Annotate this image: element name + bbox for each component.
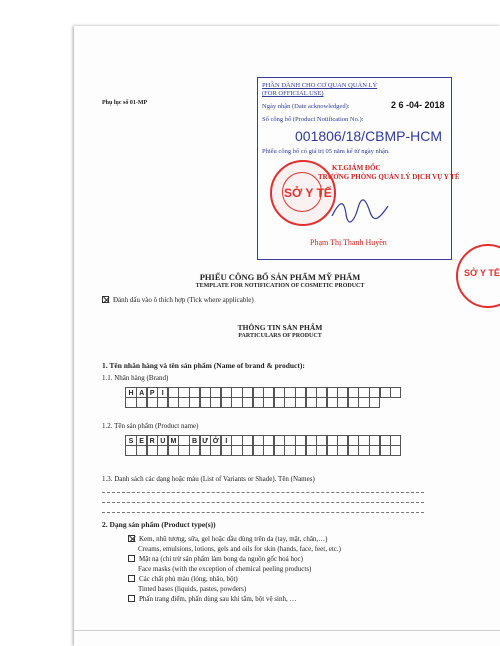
pp-director: KT.GIÁM ĐỐC bbox=[332, 164, 381, 172]
date-acknowledged-value: 2 6 -04- 2018 bbox=[391, 100, 445, 110]
product-name-cell[interactable] bbox=[263, 445, 274, 456]
product-name-row bbox=[126, 445, 401, 456]
product-name-cell[interactable] bbox=[147, 445, 158, 456]
product-name-cell[interactable] bbox=[327, 445, 338, 456]
brand-cell[interactable] bbox=[136, 397, 147, 408]
product-name-row bbox=[126, 435, 401, 446]
brand-cell[interactable] bbox=[390, 387, 401, 398]
product-name-cell[interactable]: E bbox=[136, 435, 147, 446]
brand-cell[interactable] bbox=[221, 397, 232, 408]
product-type-checkbox[interactable] bbox=[128, 595, 135, 602]
brand-cell[interactable] bbox=[253, 387, 264, 398]
product-type-checkbox[interactable] bbox=[128, 575, 135, 582]
form-title-vi: PHIẾU CÔNG BỐ SẢN PHẨM MỸ PHẨM bbox=[199, 272, 361, 282]
tick-note bbox=[102, 296, 254, 304]
product-type-label-en: Face masks (with the exception of chemical peeling products) bbox=[138, 565, 312, 573]
brand-cell[interactable] bbox=[125, 397, 136, 408]
brand-cell[interactable] bbox=[200, 397, 211, 408]
product-name-cell[interactable] bbox=[380, 435, 391, 446]
product-name-cell[interactable]: S bbox=[125, 435, 136, 446]
product-name-cell[interactable] bbox=[390, 445, 401, 456]
brand-cell[interactable] bbox=[242, 397, 253, 408]
product-name-cell[interactable]: Ư bbox=[200, 435, 211, 446]
brand-cell[interactable] bbox=[210, 397, 221, 408]
brand-cell[interactable] bbox=[168, 397, 179, 408]
brand-cell[interactable] bbox=[178, 387, 189, 398]
product-name-cell[interactable]: Ở bbox=[210, 435, 221, 446]
product-name-cell[interactable] bbox=[242, 445, 253, 456]
product-name-cell[interactable] bbox=[178, 435, 189, 446]
brand-cell[interactable] bbox=[284, 387, 295, 398]
product-name-cell[interactable] bbox=[316, 435, 327, 446]
product-name-cell[interactable] bbox=[327, 435, 338, 446]
product-type-label-vi: Mặt nạ (chỉ trừ sản phẩm làm bong da nguồn gốc hoá học) bbox=[139, 555, 303, 563]
product-name-cell[interactable] bbox=[157, 445, 168, 456]
product-name-cell[interactable] bbox=[369, 445, 380, 456]
brand-cell[interactable]: H bbox=[125, 387, 136, 398]
product-type-option[interactable] bbox=[128, 535, 328, 543]
q1-heading: 1. Tên nhãn hàng và tên sản phẩm (Name of brand & product): bbox=[102, 361, 305, 370]
brand-cell[interactable] bbox=[306, 397, 317, 408]
product-type-label-vi: Phấn trang điểm, phấn dùng sau khi tắm, bột vệ sinh, … bbox=[139, 595, 297, 603]
tick-example-checkbox bbox=[102, 296, 109, 303]
product-name-cell[interactable] bbox=[231, 435, 242, 446]
brand-cell[interactable] bbox=[358, 387, 369, 398]
brand-cell[interactable] bbox=[316, 397, 327, 408]
product-name-cell[interactable]: B bbox=[189, 435, 200, 446]
brand-cell[interactable] bbox=[306, 387, 317, 398]
product-name-cell[interactable] bbox=[125, 445, 136, 456]
signature-mark bbox=[330, 196, 390, 224]
product-name-cell[interactable] bbox=[348, 435, 359, 446]
brand-cell[interactable] bbox=[295, 387, 306, 398]
official-seal bbox=[270, 160, 336, 226]
brand-cell[interactable] bbox=[369, 387, 380, 398]
product-type-label-vi: Kem, nhũ tương, sữa, gel hoặc dầu dùng trên da (tay, mặt, chân,…) bbox=[139, 535, 328, 543]
official-subtitle: (FOR OFFICIAL USE) bbox=[262, 90, 324, 97]
product-type-option[interactable] bbox=[128, 555, 303, 563]
brand-cell[interactable] bbox=[178, 397, 189, 408]
product-name-cell[interactable] bbox=[231, 445, 242, 456]
brand-cell[interactable] bbox=[337, 387, 348, 398]
brand-cell[interactable] bbox=[221, 387, 232, 398]
product-type-label-vi: Các chất phủ màu (lỏng, nhão, bột) bbox=[139, 575, 238, 583]
validity-note: Phiếu công bố có giá trị 05 năm kể từ ngày nhận. bbox=[262, 148, 390, 155]
product-name-cell[interactable] bbox=[337, 435, 348, 446]
brand-cell[interactable] bbox=[348, 397, 359, 408]
product-name-cell[interactable] bbox=[369, 435, 380, 446]
product-name-cell[interactable] bbox=[306, 445, 317, 456]
brand-row bbox=[126, 387, 401, 398]
product-name-cell[interactable]: R bbox=[147, 435, 158, 446]
product-name-cell[interactable] bbox=[358, 445, 369, 456]
brand-cell[interactable] bbox=[168, 387, 179, 398]
variants-line[interactable] bbox=[102, 502, 424, 503]
brand-cell[interactable] bbox=[231, 397, 242, 408]
brand-cell[interactable] bbox=[284, 397, 295, 408]
brand-cell[interactable] bbox=[210, 387, 221, 398]
department-name: TRƯỞNG PHÒNG QUẢN LÝ DỊCH VỤ Y TẾ bbox=[318, 173, 460, 181]
product-name-cell[interactable] bbox=[263, 435, 274, 446]
product-name-cell[interactable] bbox=[274, 445, 285, 456]
brand-row bbox=[126, 397, 380, 408]
notification-number-label: Số công bố (Product Notification No.): bbox=[262, 116, 364, 123]
product-name-cell[interactable]: U bbox=[157, 435, 168, 446]
brand-label: 1.1. Nhãn hàng (Brand) bbox=[102, 374, 169, 382]
product-type-label-en: Tinted bases (liquids, pastes, powders) bbox=[138, 585, 247, 593]
brand-cell[interactable] bbox=[200, 387, 211, 398]
brand-cell[interactable] bbox=[369, 397, 380, 408]
product-name-cell[interactable] bbox=[178, 445, 189, 456]
brand-cell[interactable] bbox=[263, 397, 274, 408]
section-title-en: PARTICULARS OF PRODUCT bbox=[238, 333, 322, 339]
product-type-label-en: Creams, emulsions, lotions, gels and oils for skin (hands, face, feet, etc.) bbox=[138, 545, 341, 553]
brand-cell[interactable] bbox=[316, 387, 327, 398]
signer-name: Phạm Thị Thanh Huyền bbox=[310, 238, 387, 247]
brand-cell[interactable] bbox=[295, 397, 306, 408]
product-name-cell[interactable] bbox=[358, 435, 369, 446]
side-seal-text: SỞ Y TẾ bbox=[464, 268, 500, 278]
product-type-checkbox[interactable] bbox=[128, 555, 135, 562]
brand-cell[interactable] bbox=[189, 387, 200, 398]
brand-cell[interactable] bbox=[327, 397, 338, 408]
product-type-checkbox[interactable] bbox=[128, 535, 135, 542]
product-name-cell[interactable] bbox=[253, 445, 264, 456]
product-type-option[interactable] bbox=[128, 595, 296, 603]
brand-cell[interactable] bbox=[263, 387, 274, 398]
brand-cell[interactable] bbox=[380, 387, 391, 398]
brand-cell[interactable] bbox=[231, 387, 242, 398]
brand-cell[interactable] bbox=[327, 387, 338, 398]
product-name-cell[interactable] bbox=[295, 445, 306, 456]
brand-cell[interactable] bbox=[337, 397, 348, 408]
brand-cell[interactable] bbox=[274, 397, 285, 408]
product-name-cell[interactable] bbox=[253, 435, 264, 446]
brand-cell[interactable]: I bbox=[157, 387, 168, 398]
product-name-cell[interactable]: M bbox=[168, 435, 179, 446]
brand-cell[interactable] bbox=[147, 397, 158, 408]
product-name-cell[interactable] bbox=[200, 445, 211, 456]
appendix-label: Phụ lục số 01-MP bbox=[102, 100, 148, 106]
product-name-cell[interactable] bbox=[316, 445, 327, 456]
product-name-cell[interactable] bbox=[242, 435, 253, 446]
seal-text: SỞ Y TẾ bbox=[284, 186, 332, 200]
product-type-option[interactable] bbox=[128, 575, 238, 583]
variants-label: 1.3. Danh sách các dạng hoặc màu (List of Variants or Shade). Tên (Names) bbox=[102, 475, 315, 483]
brand-cell[interactable]: P bbox=[147, 387, 158, 398]
date-acknowledged-label: Ngày nhận (Date acknowledged): bbox=[262, 103, 350, 110]
product-name-cell[interactable] bbox=[189, 445, 200, 456]
brand-cell[interactable] bbox=[358, 397, 369, 408]
product-name-cell[interactable] bbox=[210, 445, 221, 456]
form-title-en: TEMPLATE FOR NOTIFICATION OF COSMETIC PRODUCT bbox=[195, 283, 365, 289]
product-name-cell[interactable] bbox=[221, 445, 232, 456]
brand-cell[interactable] bbox=[348, 387, 359, 398]
product-name-cell[interactable] bbox=[306, 435, 317, 446]
product-name-cell[interactable] bbox=[136, 445, 147, 456]
variants-line[interactable] bbox=[102, 512, 424, 513]
product-name-label: 1.2. Tên sản phẩm (Product name) bbox=[102, 422, 199, 430]
brand-cell[interactable] bbox=[189, 397, 200, 408]
product-name-cell[interactable] bbox=[380, 445, 391, 456]
variants-line[interactable] bbox=[102, 492, 424, 493]
product-name-cell[interactable] bbox=[284, 435, 295, 446]
product-name-cell[interactable] bbox=[390, 435, 401, 446]
section-title-vi: THÔNG TIN SẢN PHẨM bbox=[237, 323, 323, 332]
brand-cell[interactable] bbox=[274, 387, 285, 398]
product-name-cell[interactable]: I bbox=[221, 435, 232, 446]
brand-cell[interactable] bbox=[157, 397, 168, 408]
brand-cell[interactable] bbox=[242, 387, 253, 398]
official-title: PHẦN DÀNH CHO CƠ QUAN QUẢN LÝ bbox=[262, 82, 378, 89]
notification-number-value: 001806/18/CBMP-HCM bbox=[295, 128, 443, 144]
product-name-cell[interactable] bbox=[337, 445, 348, 456]
product-name-cell[interactable] bbox=[274, 435, 285, 446]
product-name-cell[interactable] bbox=[168, 445, 179, 456]
product-name-cell[interactable] bbox=[284, 445, 295, 456]
q2-heading: 2. Dạng sản phẩm (Product type(s)) bbox=[102, 520, 216, 529]
tick-note-text: Đánh dấu vào ô thích hợp (Tick where applicable) bbox=[113, 296, 254, 304]
product-name-cell[interactable] bbox=[348, 445, 359, 456]
brand-cell[interactable] bbox=[253, 397, 264, 408]
brand-cell[interactable]: A bbox=[136, 387, 147, 398]
product-name-cell[interactable] bbox=[295, 435, 306, 446]
